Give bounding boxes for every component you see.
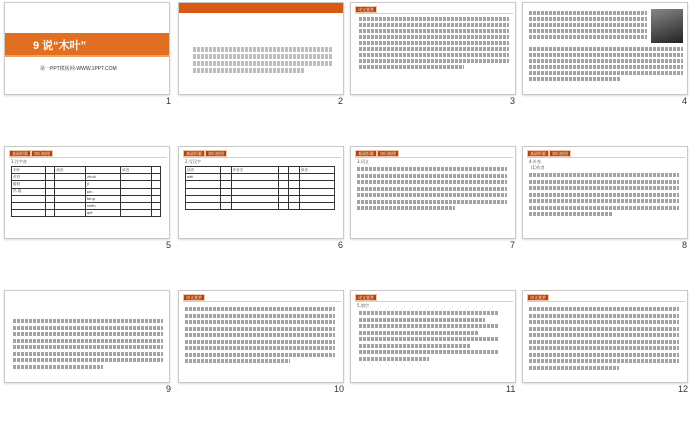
slide-thumb[interactable]	[178, 2, 344, 95]
slide-number: 4	[682, 96, 688, 106]
slide-thumb[interactable]	[350, 290, 516, 383]
slide-title: 9 说“木叶”	[33, 40, 87, 52]
slide-tag: 诗文鉴赏	[355, 6, 377, 13]
text-block	[13, 319, 163, 369]
slide-number: 10	[334, 384, 345, 394]
slide-number: 1	[166, 96, 172, 106]
slide-body-text	[193, 47, 333, 73]
text-block	[529, 47, 683, 81]
text-block	[529, 307, 679, 370]
divider	[183, 301, 341, 302]
text-block	[357, 167, 507, 210]
slide-thumb[interactable]	[4, 290, 170, 383]
author-portrait	[651, 9, 683, 43]
word-table: 读音 多音字 读音 wēi	[185, 166, 335, 210]
text-block	[529, 11, 647, 41]
text-block	[359, 311, 499, 361]
slide-tag: 基础积累	[9, 150, 31, 157]
slide-thumb[interactable]	[4, 146, 170, 239]
slide-number: 5	[166, 240, 172, 250]
slide-subtitle: 第一PPT模板网-WWW.1PPT.COM	[40, 66, 117, 72]
divider	[355, 13, 513, 14]
divider	[183, 157, 341, 158]
slide-tag: 诗文鉴赏	[355, 294, 377, 301]
section-heading: 4.补充	[529, 159, 541, 164]
section-heading: 3.词义	[357, 159, 369, 164]
slide-header-bar	[179, 3, 343, 13]
slide-tag: 基础积累	[183, 150, 205, 157]
slide-thumb[interactable]	[522, 146, 688, 239]
slide-thumb[interactable]	[522, 290, 688, 383]
slide-tag: 基础积累	[527, 150, 549, 157]
slide-thumb[interactable]	[178, 290, 344, 383]
slide-number: 7	[510, 240, 516, 250]
slide-number: 3	[510, 96, 516, 106]
slide-tag: 知识梳理	[377, 150, 399, 157]
section-heading: 2.写汉字	[185, 159, 201, 164]
slide-thumb[interactable]	[522, 2, 688, 95]
slide-thumb[interactable]	[178, 146, 344, 239]
slide-tag: 诗文鉴赏	[183, 294, 205, 301]
slide-thumb[interactable]	[350, 146, 516, 239]
divider	[527, 301, 685, 302]
divider	[527, 157, 685, 158]
pronunciation-table: 木叶 读音 读音 亭亭 zhuō 树杈 jí 冯 翊 pín bǐng shěn qiè	[11, 166, 161, 217]
slide-tag: 知识梳理	[549, 150, 571, 157]
orange-strip	[5, 55, 169, 57]
slide-tag: 知识梳理	[205, 150, 227, 157]
slide-tag: 基础积累	[355, 150, 377, 157]
section-heading: 5.填空	[357, 303, 369, 308]
slide-number: 8	[682, 240, 688, 250]
title-bar	[5, 33, 169, 55]
slide-number: 2	[338, 96, 344, 106]
slide-number: 9	[166, 384, 172, 394]
slide-thumb[interactable]	[4, 2, 170, 95]
text-block	[185, 307, 335, 363]
text-block	[359, 17, 509, 69]
slide-thumb[interactable]	[350, 2, 516, 95]
slide-tag: 知识梳理	[31, 150, 53, 157]
divider	[9, 157, 167, 158]
text-block	[529, 173, 679, 216]
slide-number: 12	[678, 384, 689, 394]
slide-number: 6	[338, 240, 344, 250]
slide-tag: 诗文鉴赏	[527, 294, 549, 301]
section-heading: 1.注字音	[11, 159, 27, 164]
slide-number: 11	[506, 384, 516, 394]
section-subheading: (1)作者	[531, 165, 545, 170]
divider	[355, 301, 513, 302]
divider	[355, 157, 513, 158]
